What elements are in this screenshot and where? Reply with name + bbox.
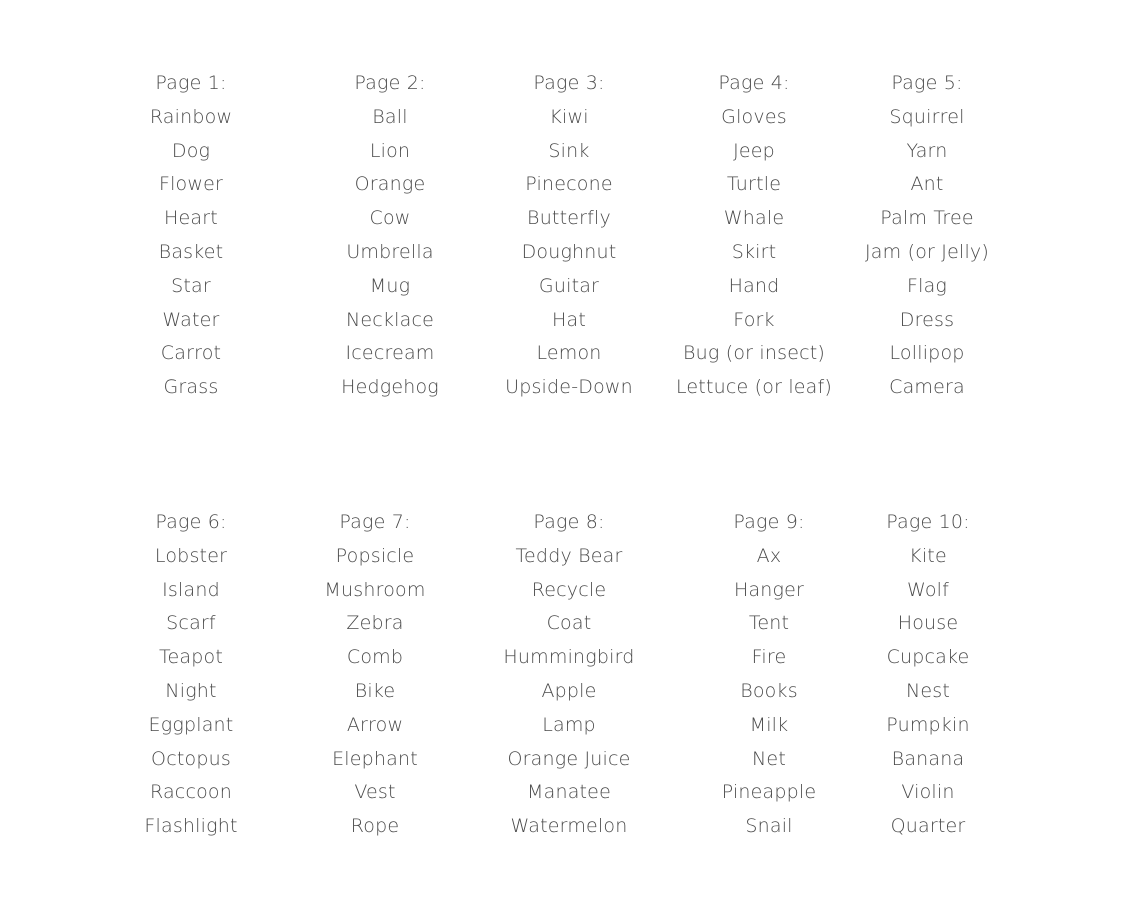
list-item: Raccoon	[149, 781, 232, 804]
list-item: Apple	[541, 679, 597, 702]
list-item: Arrow	[346, 713, 404, 736]
list-item: Ax	[756, 544, 782, 567]
list-item: Whale	[723, 207, 785, 230]
list-item: Bug (or insect)	[682, 342, 826, 365]
list-item: Snail	[745, 815, 793, 838]
list-item: Hanger	[733, 578, 805, 601]
list-item: Jam (or Jelly)	[865, 240, 989, 263]
list-item: Sink	[548, 139, 590, 162]
page-7-heading: Page 7:	[339, 511, 411, 533]
list-item: Fire	[751, 646, 787, 669]
list-item: Butterfly	[527, 207, 611, 230]
list-item: Night	[165, 679, 217, 702]
list-item: Teddy Bear	[515, 544, 623, 567]
list-item: Lemon	[536, 342, 602, 365]
page-3-column	[479, 67, 659, 405]
page-8-column	[479, 506, 659, 844]
list-item: Ball	[372, 105, 408, 128]
page-9-heading: Page 9:	[733, 511, 805, 533]
list-item: Kite	[909, 544, 947, 567]
list-item: Eggplant	[148, 713, 234, 736]
list-item: Necklace	[345, 308, 434, 331]
page-5-heading: Page 5:	[891, 72, 963, 94]
page-5-column	[837, 67, 1017, 405]
list-item: Net	[752, 747, 786, 770]
list-item: Quarter	[890, 815, 966, 838]
list-item: Basket	[158, 240, 224, 263]
list-item: Icecream	[345, 342, 435, 365]
list-item: Umbrella	[346, 240, 434, 263]
list-item: Pumpkin	[886, 713, 970, 736]
list-item: Heart	[164, 207, 218, 230]
list-item: Tent	[748, 612, 790, 635]
list-item: Scarf	[166, 612, 216, 635]
page-3-heading: Page 3:	[533, 72, 605, 94]
list-item: Wolf	[906, 578, 950, 601]
list-item: Pineapple	[721, 781, 817, 804]
list-item: Elephant	[332, 747, 418, 770]
list-item: Octopus	[151, 747, 231, 770]
list-item: Island	[162, 578, 220, 601]
list-item: Upside-Down	[505, 376, 633, 399]
page-1-heading: Page 1:	[155, 72, 227, 94]
list-item: Lettuce (or leaf)	[675, 376, 833, 399]
page-4-column	[664, 67, 844, 405]
list-item: Mushroom	[324, 578, 426, 601]
list-item: Hummingbird	[503, 646, 635, 669]
list-item: Squirrel	[889, 105, 965, 128]
list-item: Comb	[346, 646, 404, 669]
list-item: Dress	[899, 308, 955, 331]
list-item: Carrot	[160, 342, 222, 365]
list-item: Mug	[369, 274, 411, 297]
list-item: Dog	[171, 139, 211, 162]
list-item: Camera	[889, 376, 965, 399]
list-item: Nest	[905, 679, 951, 702]
list-item: Vest	[354, 781, 396, 804]
list-item: Orange	[354, 173, 426, 196]
page-8-heading: Page 8:	[533, 511, 605, 533]
list-item: Watermelon	[510, 815, 628, 838]
list-item: Flower	[158, 173, 224, 196]
page-1-column	[101, 67, 281, 405]
list-item: Popsicle	[335, 544, 415, 567]
list-item: Guitar	[538, 274, 600, 297]
list-item: Cow	[369, 207, 411, 230]
page-6-heading: Page 6:	[155, 511, 227, 533]
list-item: Yarn	[906, 139, 948, 162]
list-item: Doughnut	[521, 240, 617, 263]
list-item: Coat	[546, 612, 592, 635]
list-item: Skirt	[731, 240, 777, 263]
list-item: Ant	[910, 173, 944, 196]
list-item: Turtle	[726, 173, 782, 196]
list-item: Star	[171, 274, 211, 297]
list-item: Pinecone	[525, 173, 613, 196]
page-2-heading: Page 2:	[354, 72, 426, 94]
page-10-column	[838, 506, 1018, 844]
list-item: Manatee	[527, 781, 611, 804]
list-item: Hedgehog	[341, 376, 439, 399]
list-item: Lobster	[154, 544, 228, 567]
list-item: Grass	[163, 376, 219, 399]
list-item: Violin	[901, 781, 955, 804]
list-item: Lollipop	[889, 342, 965, 365]
list-item: Flag	[906, 274, 948, 297]
list-item: Palm Tree	[880, 207, 974, 230]
list-item: Bike	[354, 679, 396, 702]
page-7-column	[285, 506, 465, 844]
list-item: Flashlight	[144, 815, 238, 838]
list-item: Kiwi	[549, 105, 589, 128]
list-item: Lamp	[542, 713, 596, 736]
list-item: Hand	[728, 274, 780, 297]
list-item: Jeep	[733, 139, 775, 162]
page-10-heading: Page 10:	[886, 511, 970, 533]
list-item: Recycle	[531, 578, 607, 601]
page-4-heading: Page 4:	[718, 72, 790, 94]
list-item: Milk	[749, 713, 789, 736]
list-item: Zebra	[346, 612, 404, 635]
list-item: Water	[162, 308, 220, 331]
list-item: Lion	[369, 139, 411, 162]
list-item: Rope	[350, 815, 400, 838]
list-item: Gloves	[721, 105, 787, 128]
list-item: Hat	[552, 308, 586, 331]
list-item: Banana	[891, 747, 965, 770]
list-item: Teapot	[158, 646, 224, 669]
page-6-column	[101, 506, 281, 844]
page-9-column	[679, 506, 859, 844]
page-2-column	[300, 67, 480, 405]
list-item: Orange Juice	[507, 747, 631, 770]
list-item: Fork	[733, 308, 775, 331]
list-item: Cupcake	[886, 646, 970, 669]
list-item: Rainbow	[149, 105, 233, 128]
list-item: House	[897, 612, 959, 635]
list-item: Books	[740, 679, 798, 702]
